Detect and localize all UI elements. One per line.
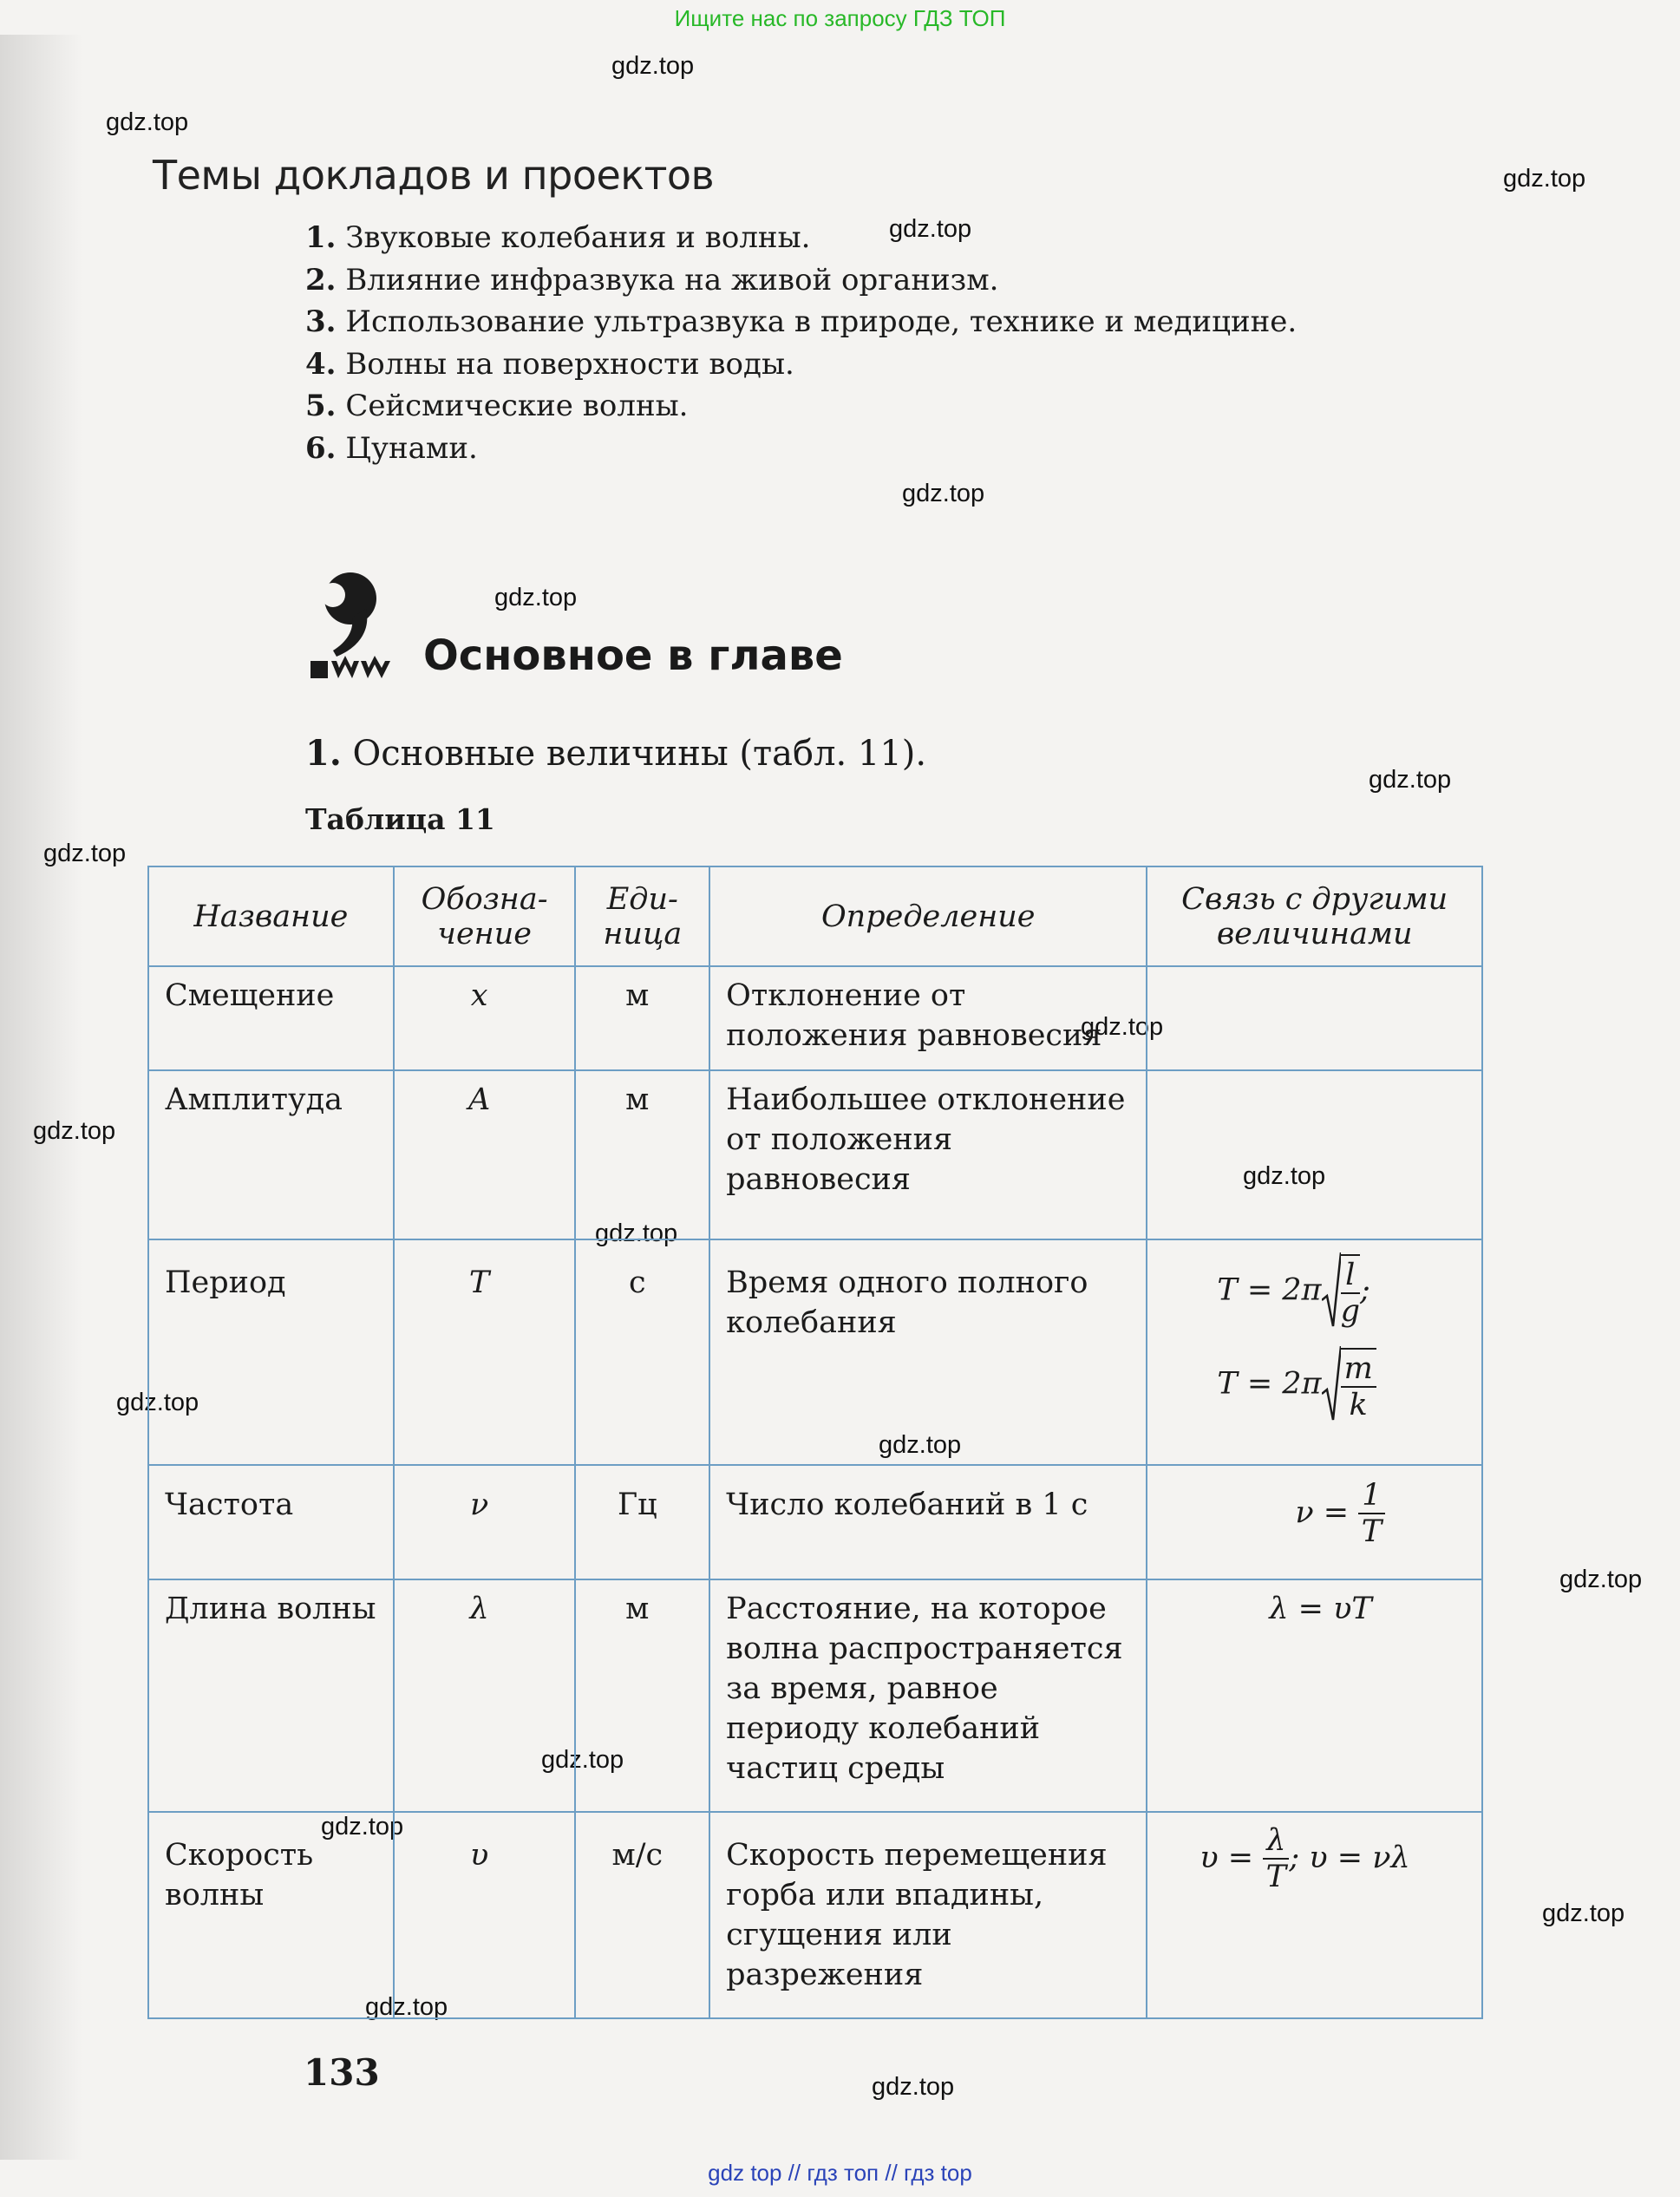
watermark: gdz.top — [611, 52, 695, 80]
quantity-definition: Время одного полного колебания — [709, 1239, 1147, 1465]
table-row — [148, 1465, 1482, 1579]
watermark: gdz.top — [321, 1813, 404, 1841]
quantity-symbol: ν — [394, 1465, 576, 1579]
quantity-relation — [1147, 966, 1482, 1070]
table-row — [148, 1070, 1482, 1239]
column-header: Еди-ница — [575, 866, 709, 966]
chapter-title: Основное в главе — [423, 631, 843, 680]
page-binding-shadow — [0, 35, 82, 2160]
sqrt-sign-icon — [1322, 1346, 1341, 1424]
column-header: Связь с другими величинами — [1147, 866, 1482, 966]
list-item: 4. Волны на поверхности воды. — [305, 346, 794, 382]
top-banner[interactable]: Ищите нас по запросу ГДЗ ТОП — [674, 5, 1006, 31]
quantity-name: Смещение — [148, 966, 394, 1070]
watermark: gdz.top — [1369, 766, 1452, 794]
table-row — [148, 1812, 1482, 2018]
list-item: 6. Цунами. — [305, 430, 478, 466]
quantity-definition: Отклонение от положения равновесия — [709, 966, 1147, 1070]
topics-title: Темы докладов и проектов — [153, 152, 715, 199]
watermark: gdz.top — [595, 1219, 678, 1247]
quantity-definition: Число колебаний в 1 с — [709, 1465, 1147, 1579]
quantity-symbol: λ — [394, 1579, 576, 1812]
watermark: gdz.top — [879, 1431, 962, 1459]
column-header: Определение — [709, 866, 1147, 966]
watermark: gdz.top — [872, 2073, 955, 2101]
table-header-row — [148, 866, 1482, 966]
watermark: gdz.top — [1542, 1899, 1625, 1927]
watermark: gdz.top — [1559, 1566, 1643, 1593]
list-item: 3. Использование ультразвука в природе, технике и медицине. — [305, 304, 1298, 339]
table-caption: Таблица 11 — [305, 802, 495, 836]
watermark: gdz.top — [43, 840, 127, 867]
quantity-relation — [1147, 1070, 1482, 1239]
quantity-unit: м/с — [575, 1812, 709, 2018]
watermark: gdz.top — [106, 108, 189, 136]
list-item: 2. Влияние инфразвука на живой организм. — [305, 262, 999, 298]
bottom-banner[interactable]: gdz top // гдз топ // гдз top — [708, 2160, 972, 2186]
watermark: gdz.top — [365, 1993, 448, 2021]
wavelength-formula: λ = υT — [1147, 1579, 1482, 1812]
list-item: 5. Сейсмические волны. — [305, 389, 689, 423]
frequency-formula: ν = $\frac{1}{T}$ — [1295, 1495, 1384, 1530]
period-spring-formula: T = 2π $\frac{m}{k}$ — [1217, 1346, 1471, 1424]
column-header: Обозна-чение — [394, 866, 576, 966]
quantity-relation — [1147, 1239, 1482, 1465]
quantity-symbol: υ — [394, 1812, 576, 2018]
quantity-symbol: x — [394, 966, 576, 1070]
watermark: gdz.top — [1243, 1162, 1326, 1190]
watermark: gdz.top — [902, 480, 985, 507]
quantity-definition: Расстояние, на которое волна распространяется за время, равное периоду колебаний частиц среды — [709, 1579, 1147, 1812]
sqrt-sign-icon — [1322, 1252, 1341, 1331]
quantity-relation — [1147, 1812, 1482, 2018]
table-row — [148, 1579, 1482, 1812]
quantity-unit: м — [575, 966, 709, 1070]
quantity-unit: с — [575, 1239, 709, 1465]
table-row — [148, 966, 1482, 1070]
quantity-name: Частота — [148, 1465, 394, 1579]
quantities-table — [147, 866, 1483, 2019]
watermark: gdz.top — [494, 584, 578, 611]
quantity-definition: Наибольшее отклонение от положения равновесия — [709, 1070, 1147, 1239]
table-row — [148, 1239, 1482, 1465]
quantity-definition: Скорость перемещения горба или впадины, сгущения или разрежения — [709, 1812, 1147, 2018]
section-title: 1. Основные величины (табл. 11). — [305, 733, 927, 774]
quantity-unit: м — [575, 1579, 709, 1812]
quantity-relation — [1147, 1465, 1482, 1579]
list-item: 1. Звуковые колебания и волны. — [305, 220, 811, 255]
watermark: gdz.top — [889, 215, 972, 243]
watermark: gdz.top — [541, 1746, 624, 1774]
column-header: Название — [148, 866, 394, 966]
watermark: gdz.top — [1503, 165, 1586, 193]
quantity-symbol: T — [394, 1239, 576, 1465]
watermark: gdz.top — [1081, 1013, 1164, 1041]
quantity-name: Период — [148, 1239, 394, 1465]
watermark: gdz.top — [33, 1117, 116, 1145]
topics-list — [305, 217, 1297, 469]
quantity-name: Длина волны — [148, 1579, 394, 1812]
chapter-summary-icon — [311, 566, 390, 678]
quantity-symbol: A — [394, 1070, 576, 1239]
wave-speed-formula: υ = $\frac{\lambda}{T}$ ; υ = νλ — [1200, 1823, 1410, 1894]
quantity-unit: м — [575, 1070, 709, 1239]
watermark: gdz.top — [116, 1389, 199, 1416]
quantity-name: Скорость волны — [148, 1812, 394, 2018]
period-pendulum-formula: T = 2π $\frac{l}{g}$ ; — [1217, 1252, 1471, 1331]
quantity-name: Амплитуда — [148, 1070, 394, 1239]
page-number: 133 — [304, 2051, 380, 2094]
quantity-unit: Гц — [575, 1465, 709, 1579]
